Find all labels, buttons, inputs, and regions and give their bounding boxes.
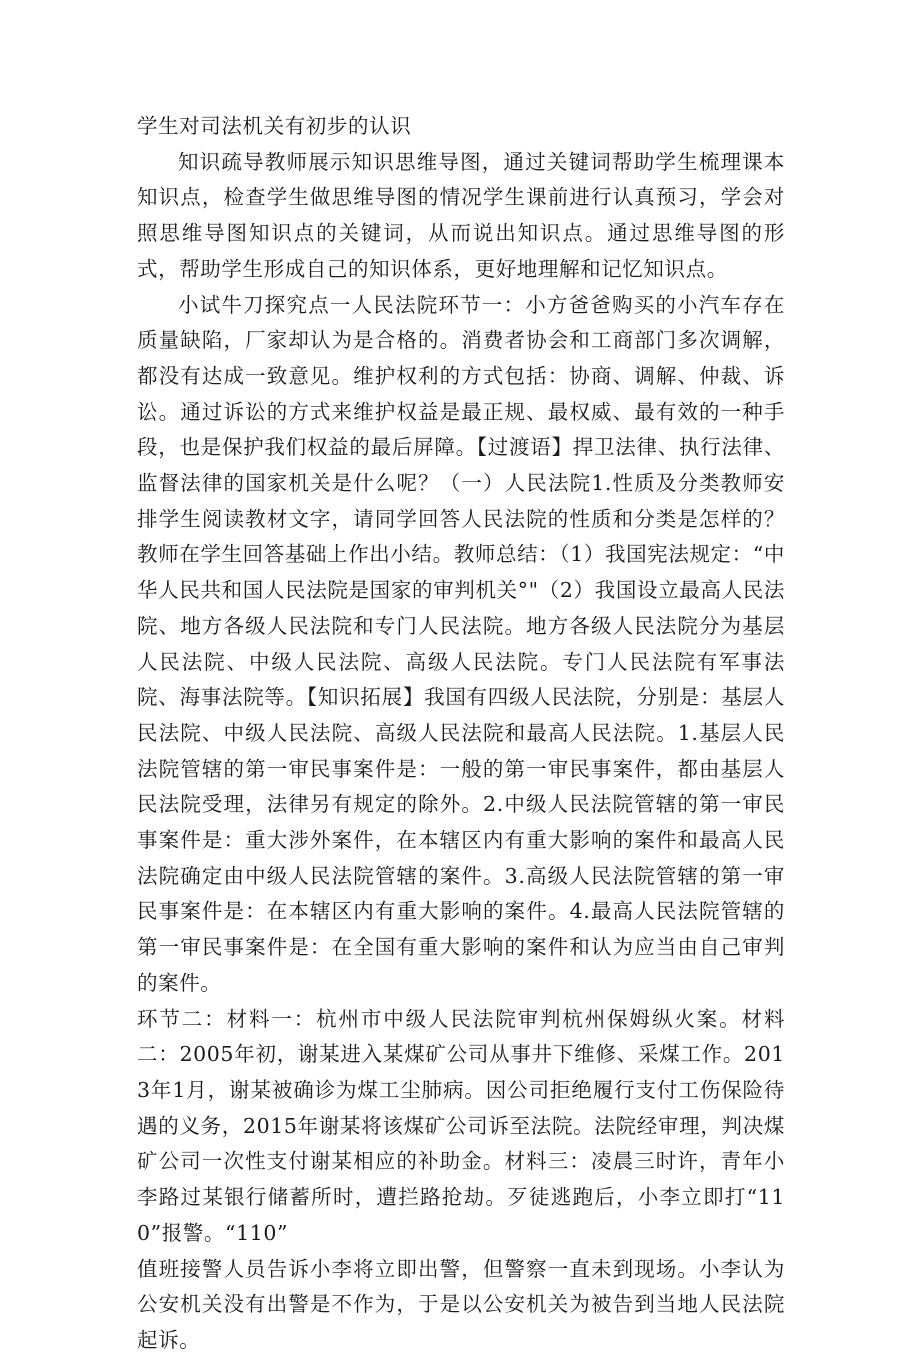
paragraph-case-materials: 环节二：材料一：杭州市中级人民法院审判杭州保姆纵火案。材料二：2005年初，谢某进入某煤矿公司从事井下维修、采煤工作。2013年1月，谢某被确诊为煤工尘肺病。因公司拒绝履行支付工伤保险待遇的义务，2015年谢某将该煤矿公司诉至法院。法院经审理，判决煤矿公司一次性支付谢某相应的补助金。材料三：凌晨三时许，青年小李路过某银行储蓄所时，遭拦路抢劫。歹徒逃跑后，小李立即打“110”报警。“110” xyxy=(137,1006,785,1245)
paragraph-peoples-court: 小试牛刀探究点一人民法院环节一：小方爸爸购买的小汽车存在质量缺陷，厂家却认为是合格的。消费者协会和工商部门多次调解，都没有达成一致意见。维护权利的方式包括：协商、调解、仲裁、诉讼。通过诉讼的方式来维护权益是最正规、最权威、最有效的一种手段，也是保护我们权益的最后屏障。【过渡语】捍卫法律、执行法律、监督法律的国家机关是什么呢？（一）人民法院1.性质及分类教师安排学生阅读教材文字，请同学回答人民法院的性质和分类是怎样的？教师在学生回答基础上作出小结。教师总结：（1）我国宪法规定：“中华人民共和国人民法院是国家的审判机关°"（2）我国设立最高人民法院、地方各级人民法院和专门人民法院。地方各级人民法院分为基层人民法院、中级人民法院、高级人民法院。专门人民法院有军事法院、海事法院等。【知识拓展】我国有四级人民法院，分别是：基层人民法院、中级人民法院、高级人民法院和最高人民法院。1.基层人民法院管辖的第一审民事案件是：一般的第一审民事案件，都由基层人民法院受理，法律另有规定的除外。2.中级人民法院管辖的第一审民事案件是：重大涉外案件，在本辖区内有重大影响的案件和最高人民法院确定由中级人民法院管辖的案件。3.高级人民法院管辖的第一审民事案件是：在本辖区内有重大影响的案件。4.最高人民法院管辖的第一审民事案件是：在全国有重大影响的案件和认为应当由自己审判的案件。 xyxy=(137,292,785,995)
paragraph-knowledge-review: 知识疏导教师展示知识思维导图，通过关键词帮助学生梳理课本知识点，检查学生做思维导图的情况学生课前进行认真预习，学会对照思维导图知识点的关键词，从而说出知识点。通过思维导图的形式，帮助学生形成自己的知识体系，更好地理解和记忆知识点。 xyxy=(137,149,785,281)
document-body xyxy=(137,109,785,1359)
paragraph-police-case: 值班接警人员告诉小李将立即出警，但警察一直未到现场。小李认为公安机关没有出警是不作为，于是以公安机关为被告到当地人民法院起诉。 xyxy=(137,1256,785,1352)
paragraph-intro-line: 学生对司法机关有初步的认识 xyxy=(137,114,412,138)
